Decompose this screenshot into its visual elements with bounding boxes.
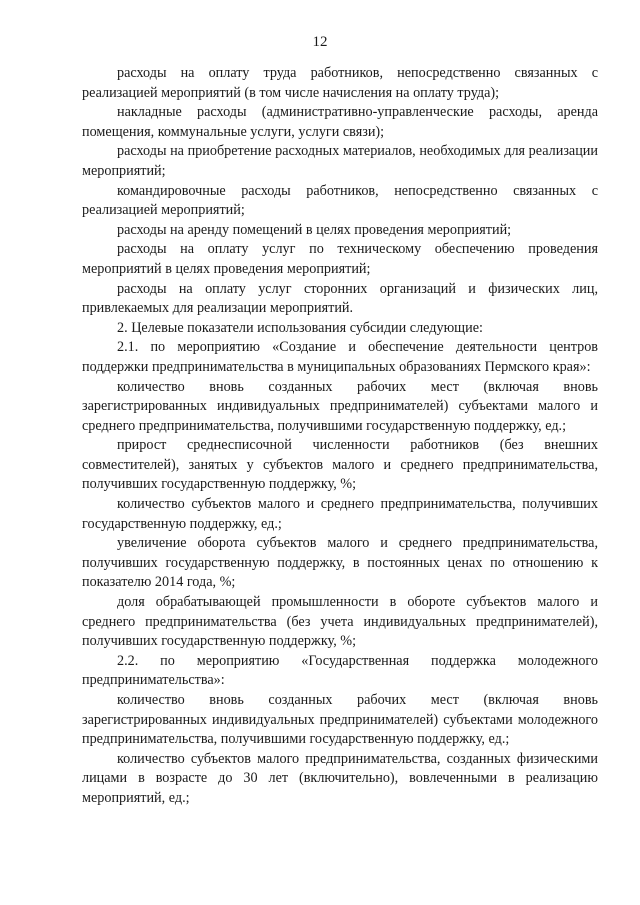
indicator-youth-new-jobs: количество вновь созданных рабочих мест (включая вновь зарегистрированных индивидуальных предпринимателей) субъектами молодежного предпринимательства, получившими государственную поддержку, ед.; [82,692,598,748]
paragraph-overhead-costs: накладные расходы (административно-управленческие расходы, аренда помещения, коммунальные услуги, услуги связи); [82,104,598,140]
paragraph-rent-costs: расходы на аренду помещений в целях проведения мероприятий; [117,221,512,238]
section-heading-target-indicators: 2. Целевые показатели использования субсидии следующие: [117,319,483,336]
indicator-youth-entities-count: количество субъектов малого предпринимательства, созданных физическими лицами в возрасте до 30 лет (включительно), вовлеченными в реализацию мероприятий, ед.; [82,750,598,806]
paragraph-technical-support-costs: расходы на оплату услуг по техническому обеспечению проведения мероприятий в целях проведения мероприятий; [82,241,598,277]
indicator-turnover-increase: увеличение оборота субъектов малого и среднего предпринимательства, получивших государственную поддержку, в постоянных ценах по отношению к показателю 2014 года, %; [82,535,598,591]
paragraph-materials-costs: расходы на приобретение расходных материалов, необходимых для реализации мероприятий; [82,143,598,179]
paragraph-third-party-costs: расходы на оплату услуг сторонних организаций и физических лиц, привлекаемых для реализации мероприятий. [82,280,598,317]
document-body [82,64,598,809]
subsection-2-2: 2.2. по мероприятию «Государственная поддержка молодежного предпринимательства»: [82,652,598,689]
paragraph-travel-costs: командировочные расходы работников, непосредственно связанных с реализацией мероприятий; [82,182,598,219]
indicator-manufacturing-share: доля обрабатывающей промышленности в обороте субъектов малого и среднего предпринимательства (без учета индивидуальных предпринимателей), получивших государственную поддержку, %; [82,594,598,650]
paragraph-labor-costs: расходы на оплату труда работников, непосредственно связанных с реализацией мероприятий (в том числе начисления на оплату труда); [82,65,598,101]
indicator-new-jobs: количество вновь созданных рабочих мест (включая вновь зарегистрированных индивидуальных предпринимателей) субъектами малого и среднего предпринимательства, получившими государственную поддержку, ед.; [82,378,598,434]
indicator-employee-growth: прирост среднесписочной численности работников (без внешних совместителей), занятых у субъектов малого и среднего предпринимательства, получивших государственную поддержку, %; [82,437,598,493]
page-number: 12 [312,34,328,50]
indicator-supported-entities-count: количество субъектов малого и среднего предпринимательства, получивших государственную поддержку, ед.; [82,496,598,532]
subsection-2-1: 2.1. по мероприятию «Создание и обеспечение деятельности центров поддержки предпринимательства в муниципальных образованиях Пермского края»: [82,339,598,375]
